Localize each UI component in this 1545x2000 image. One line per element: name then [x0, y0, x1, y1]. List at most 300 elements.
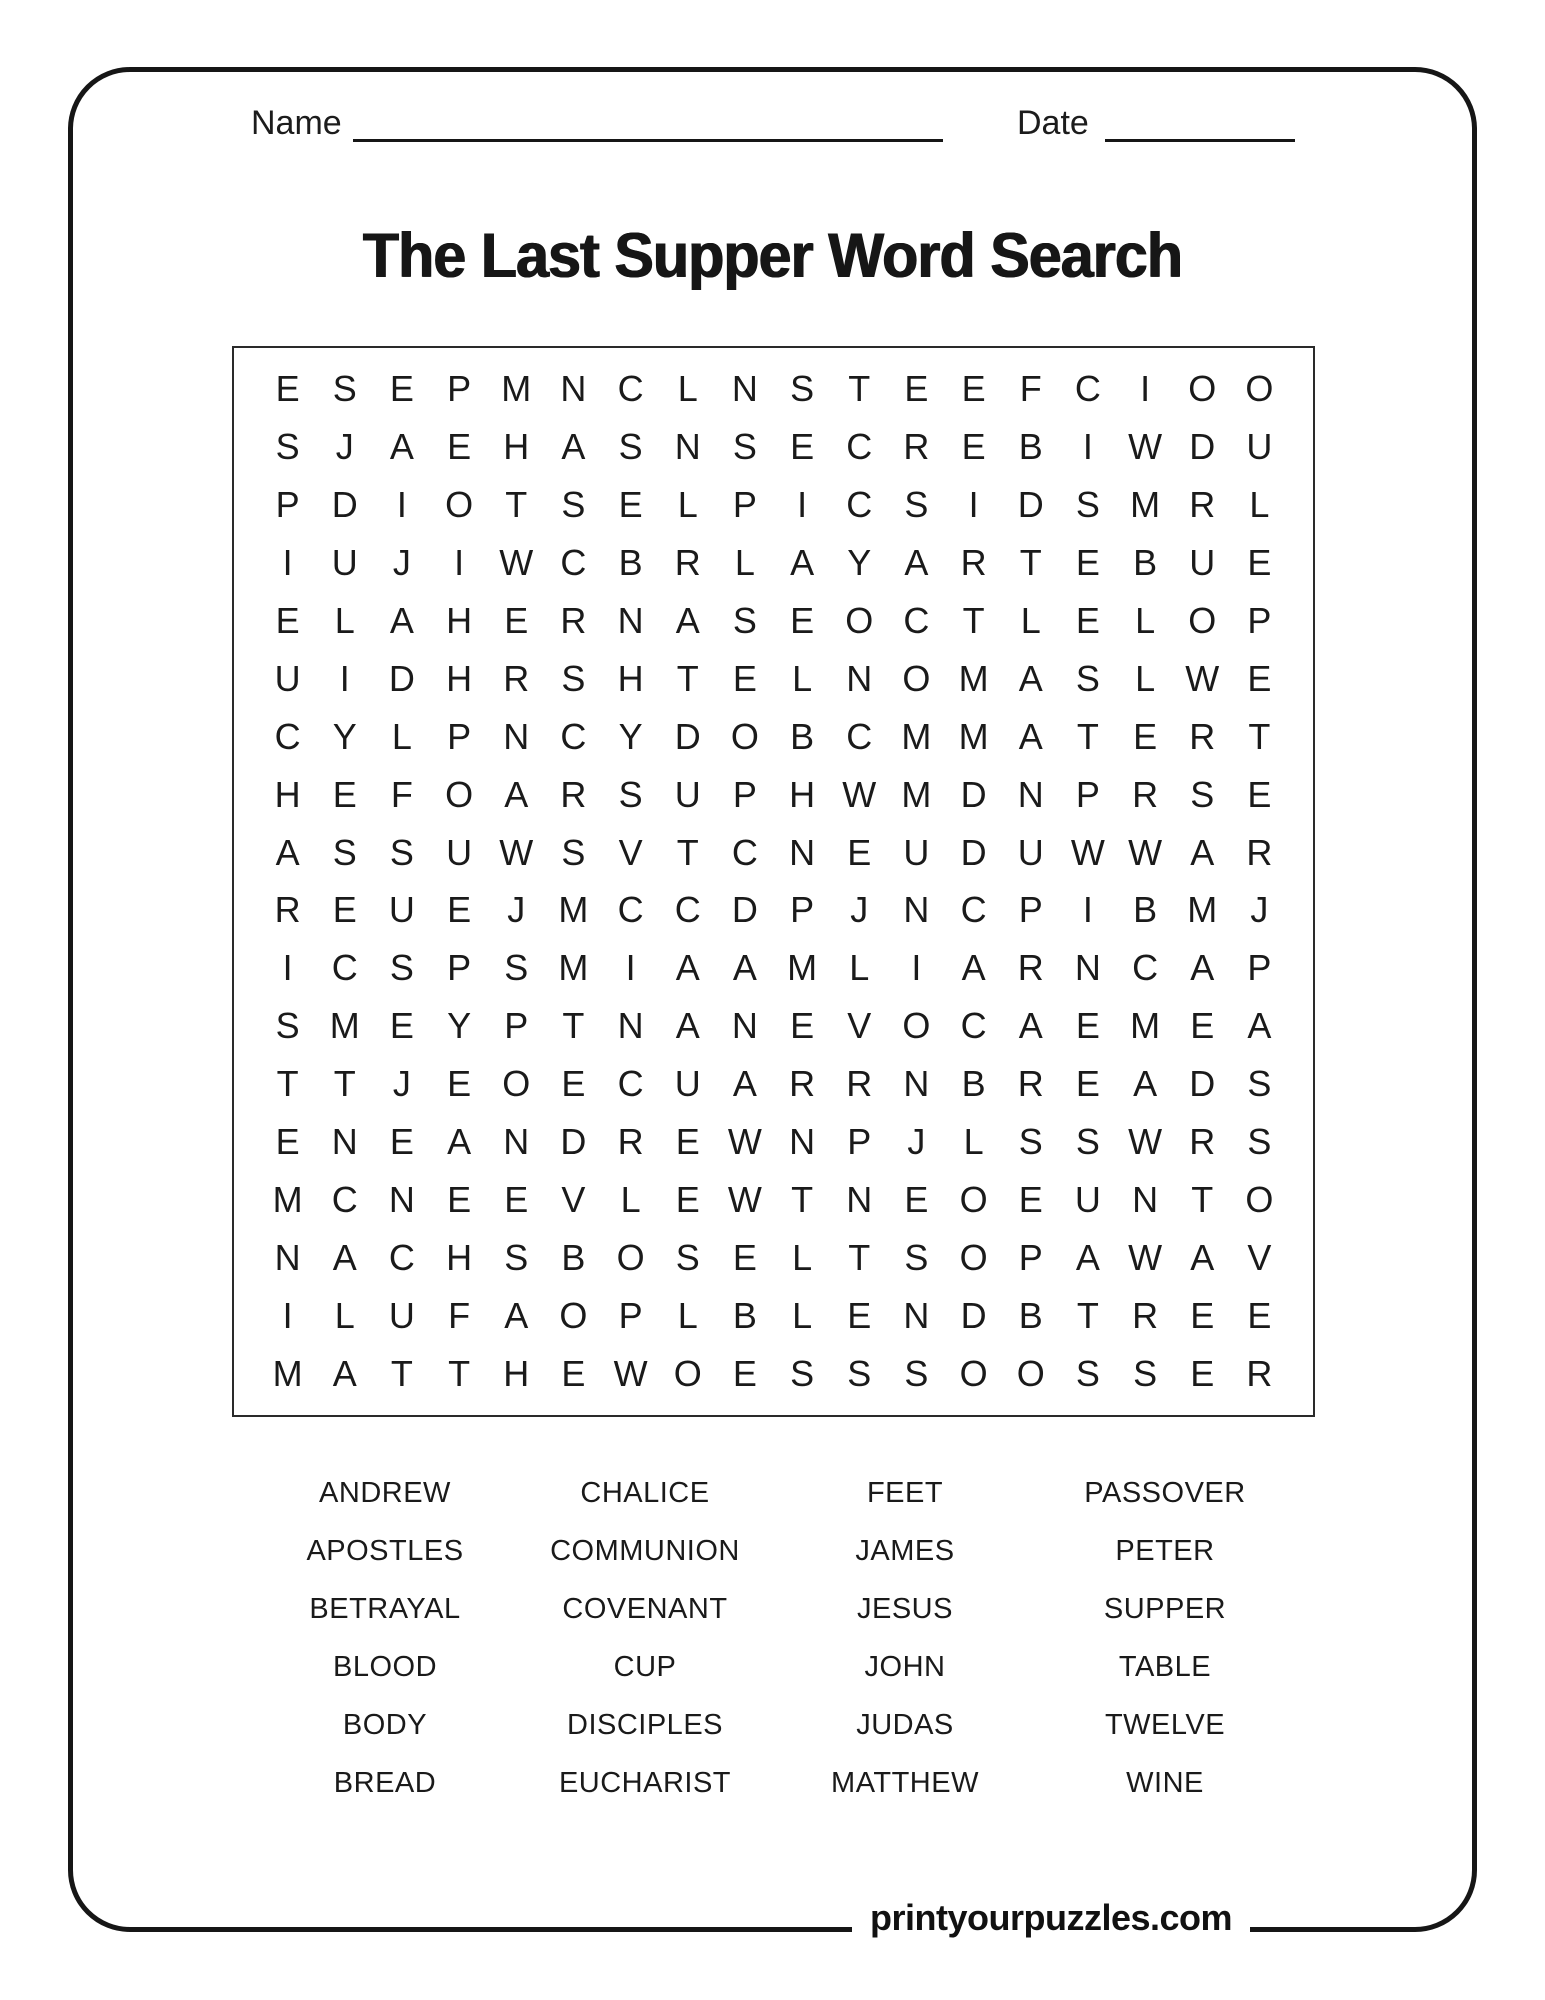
grid-letter-r1c10[interactable]: S — [790, 367, 815, 409]
grid-letter-r9c8[interactable]: T — [676, 831, 699, 873]
grid-letter-r4c14[interactable]: T — [1019, 541, 1042, 583]
grid-letter-r3c5[interactable]: T — [505, 483, 528, 525]
grid-letter-r3c12[interactable]: S — [904, 483, 929, 525]
name-blank-line[interactable] — [353, 112, 943, 142]
grid-letter-r7c7[interactable]: Y — [618, 715, 643, 757]
grid-letter-r12c6[interactable]: T — [562, 1005, 585, 1047]
grid-letter-r8c13[interactable]: D — [960, 773, 987, 815]
grid-letter-r17c15[interactable]: T — [1076, 1295, 1099, 1337]
grid-letter-r5c11[interactable]: O — [845, 599, 874, 641]
grid-letter-r15c7[interactable]: L — [620, 1179, 641, 1221]
grid-letter-r13c16[interactable]: A — [1133, 1063, 1158, 1105]
grid-letter-r8c1[interactable]: H — [274, 773, 301, 815]
grid-letter-r7c17[interactable]: R — [1189, 715, 1216, 757]
grid-letter-r18c12[interactable]: S — [904, 1353, 929, 1395]
grid-letter-r2c5[interactable]: H — [503, 425, 530, 467]
grid-letter-r12c2[interactable]: M — [329, 1005, 360, 1047]
grid-letter-r6c11[interactable]: N — [846, 657, 873, 699]
grid-letter-r7c14[interactable]: A — [1018, 715, 1043, 757]
grid-letter-r17c9[interactable]: B — [732, 1295, 757, 1337]
grid-letter-r12c17[interactable]: E — [1190, 1005, 1215, 1047]
grid-letter-r7c8[interactable]: D — [674, 715, 701, 757]
grid-letter-r10c13[interactable]: C — [960, 889, 987, 931]
grid-letter-r7c1[interactable]: C — [274, 715, 301, 757]
grid-letter-r12c5[interactable]: P — [504, 1005, 529, 1047]
grid-letter-r15c2[interactable]: C — [331, 1179, 358, 1221]
grid-letter-r13c14[interactable]: R — [1017, 1063, 1044, 1105]
grid-letter-r14c4[interactable]: A — [447, 1121, 472, 1163]
grid-letter-r4c10[interactable]: A — [790, 541, 815, 583]
grid-letter-r9c18[interactable]: R — [1246, 831, 1273, 873]
grid-letter-r17c17[interactable]: E — [1190, 1295, 1215, 1337]
grid-letter-r11c14[interactable]: R — [1017, 947, 1044, 989]
grid-letter-r8c10[interactable]: H — [789, 773, 816, 815]
grid-letter-r5c12[interactable]: C — [903, 599, 930, 641]
grid-letter-r2c13[interactable]: E — [961, 425, 986, 467]
grid-letter-r13c13[interactable]: B — [961, 1063, 986, 1105]
grid-letter-r8c16[interactable]: R — [1132, 773, 1159, 815]
grid-letter-r1c1[interactable]: E — [275, 367, 300, 409]
grid-letter-r6c1[interactable]: U — [274, 657, 301, 699]
grid-letter-r11c12[interactable]: I — [911, 947, 922, 989]
grid-letter-r2c11[interactable]: C — [846, 425, 873, 467]
grid-letter-r3c7[interactable]: E — [618, 483, 643, 525]
grid-letter-r4c1[interactable]: I — [282, 541, 293, 583]
grid-letter-r15c14[interactable]: E — [1018, 1179, 1043, 1221]
grid-letter-r18c3[interactable]: T — [390, 1353, 413, 1395]
grid-letter-r13c1[interactable]: T — [276, 1063, 299, 1105]
grid-letter-r16c4[interactable]: H — [446, 1237, 473, 1279]
grid-letter-r11c7[interactable]: I — [625, 947, 636, 989]
grid-letter-r18c4[interactable]: T — [448, 1353, 471, 1395]
grid-letter-r15c3[interactable]: N — [388, 1179, 415, 1221]
grid-letter-r2c2[interactable]: J — [335, 425, 354, 467]
grid-letter-r13c6[interactable]: E — [561, 1063, 586, 1105]
grid-letter-r3c9[interactable]: P — [732, 483, 757, 525]
grid-letter-r6c13[interactable]: M — [958, 657, 989, 699]
grid-letter-r3c13[interactable]: I — [968, 483, 979, 525]
grid-letter-r6c2[interactable]: I — [339, 657, 350, 699]
grid-letter-r12c11[interactable]: V — [847, 1005, 872, 1047]
grid-letter-r1c6[interactable]: N — [560, 367, 587, 409]
grid-letter-r18c7[interactable]: W — [613, 1353, 648, 1395]
grid-letter-r7c3[interactable]: L — [391, 715, 412, 757]
grid-letter-r9c13[interactable]: D — [960, 831, 987, 873]
grid-letter-r7c6[interactable]: C — [560, 715, 587, 757]
grid-letter-r16c12[interactable]: S — [904, 1237, 929, 1279]
grid-letter-r1c7[interactable]: C — [617, 367, 644, 409]
grid-letter-r11c18[interactable]: P — [1247, 947, 1272, 989]
grid-letter-r17c7[interactable]: P — [618, 1295, 643, 1337]
grid-letter-r15c13[interactable]: O — [959, 1179, 988, 1221]
grid-letter-r10c16[interactable]: B — [1133, 889, 1158, 931]
grid-letter-r10c17[interactable]: M — [1187, 889, 1218, 931]
grid-letter-r9c3[interactable]: S — [389, 831, 414, 873]
grid-letter-r12c7[interactable]: N — [617, 1005, 644, 1047]
grid-letter-r11c13[interactable]: A — [961, 947, 986, 989]
grid-letter-r6c18[interactable]: E — [1247, 657, 1272, 699]
grid-letter-r15c18[interactable]: O — [1245, 1179, 1274, 1221]
grid-letter-r9c2[interactable]: S — [332, 831, 357, 873]
grid-letter-r11c8[interactable]: A — [675, 947, 700, 989]
grid-letter-r3c15[interactable]: S — [1075, 483, 1100, 525]
grid-letter-r15c11[interactable]: N — [846, 1179, 873, 1221]
grid-letter-r4c7[interactable]: B — [618, 541, 643, 583]
grid-letter-r11c1[interactable]: I — [282, 947, 293, 989]
grid-letter-r10c6[interactable]: M — [558, 889, 589, 931]
grid-letter-r10c8[interactable]: C — [674, 889, 701, 931]
grid-letter-r8c9[interactable]: P — [732, 773, 757, 815]
grid-letter-r13c7[interactable]: C — [617, 1063, 644, 1105]
grid-letter-r12c9[interactable]: N — [731, 1005, 758, 1047]
grid-letter-r16c2[interactable]: A — [332, 1237, 357, 1279]
grid-letter-r12c16[interactable]: M — [1130, 1005, 1161, 1047]
grid-letter-r17c13[interactable]: D — [960, 1295, 987, 1337]
grid-letter-r15c6[interactable]: V — [561, 1179, 586, 1221]
grid-letter-r18c13[interactable]: O — [959, 1353, 988, 1395]
grid-letter-r5c5[interactable]: E — [504, 599, 529, 641]
grid-letter-r17c4[interactable]: F — [448, 1295, 471, 1337]
grid-letter-r5c6[interactable]: R — [560, 599, 587, 641]
grid-letter-r4c3[interactable]: J — [392, 541, 411, 583]
grid-letter-r10c15[interactable]: I — [1082, 889, 1093, 931]
grid-letter-r16c6[interactable]: B — [561, 1237, 586, 1279]
grid-letter-r1c3[interactable]: E — [389, 367, 414, 409]
grid-letter-r13c11[interactable]: R — [846, 1063, 873, 1105]
grid-letter-r8c17[interactable]: S — [1190, 773, 1215, 815]
grid-letter-r15c1[interactable]: M — [272, 1179, 303, 1221]
grid-letter-r16c8[interactable]: S — [675, 1237, 700, 1279]
grid-letter-r3c14[interactable]: D — [1017, 483, 1044, 525]
grid-letter-r3c8[interactable]: L — [677, 483, 698, 525]
grid-letter-r6c7[interactable]: H — [617, 657, 644, 699]
grid-letter-r1c13[interactable]: E — [961, 367, 986, 409]
grid-letter-r14c17[interactable]: R — [1189, 1121, 1216, 1163]
grid-letter-r16c15[interactable]: A — [1075, 1237, 1100, 1279]
grid-letter-r13c17[interactable]: D — [1189, 1063, 1216, 1105]
grid-letter-r5c10[interactable]: E — [790, 599, 815, 641]
grid-letter-r14c15[interactable]: S — [1075, 1121, 1100, 1163]
grid-letter-r16c10[interactable]: L — [792, 1237, 813, 1279]
grid-letter-r4c9[interactable]: L — [734, 541, 755, 583]
grid-letter-r18c14[interactable]: O — [1016, 1353, 1045, 1395]
grid-letter-r9c17[interactable]: A — [1190, 831, 1215, 873]
grid-letter-r4c13[interactable]: R — [960, 541, 987, 583]
grid-letter-r6c3[interactable]: D — [388, 657, 415, 699]
grid-letter-r9c4[interactable]: U — [446, 831, 473, 873]
grid-letter-r1c16[interactable]: I — [1140, 367, 1151, 409]
grid-letter-r13c10[interactable]: R — [789, 1063, 816, 1105]
grid-letter-r14c16[interactable]: W — [1128, 1121, 1163, 1163]
grid-letter-r1c17[interactable]: O — [1188, 367, 1217, 409]
grid-letter-r8c7[interactable]: S — [618, 773, 643, 815]
grid-letter-r12c14[interactable]: A — [1018, 1005, 1043, 1047]
grid-letter-r18c5[interactable]: H — [503, 1353, 530, 1395]
grid-letter-r4c15[interactable]: E — [1075, 541, 1100, 583]
grid-letter-r1c2[interactable]: S — [332, 367, 357, 409]
grid-letter-r17c10[interactable]: L — [792, 1295, 813, 1337]
grid-letter-r3c10[interactable]: I — [797, 483, 808, 525]
grid-letter-r7c11[interactable]: C — [846, 715, 873, 757]
grid-letter-r1c8[interactable]: L — [677, 367, 698, 409]
grid-letter-r5c8[interactable]: A — [675, 599, 700, 641]
grid-letter-r11c15[interactable]: N — [1074, 947, 1101, 989]
grid-letter-r16c17[interactable]: A — [1190, 1237, 1215, 1279]
grid-letter-r9c7[interactable]: V — [618, 831, 643, 873]
grid-letter-r14c7[interactable]: R — [617, 1121, 644, 1163]
grid-letter-r7c9[interactable]: O — [730, 715, 759, 757]
grid-letter-r10c5[interactable]: J — [507, 889, 526, 931]
grid-letter-r11c6[interactable]: M — [558, 947, 589, 989]
grid-letter-r16c7[interactable]: O — [616, 1237, 645, 1279]
grid-letter-r16c5[interactable]: S — [504, 1237, 529, 1279]
grid-letter-r5c16[interactable]: L — [1135, 599, 1156, 641]
grid-letter-r6c17[interactable]: W — [1185, 657, 1220, 699]
grid-letter-r13c9[interactable]: A — [732, 1063, 757, 1105]
grid-letter-r17c5[interactable]: A — [504, 1295, 529, 1337]
grid-letter-r1c18[interactable]: O — [1245, 367, 1274, 409]
grid-letter-r8c12[interactable]: M — [901, 773, 932, 815]
grid-letter-r12c12[interactable]: O — [902, 1005, 931, 1047]
grid-letter-r7c18[interactable]: T — [1248, 715, 1271, 757]
grid-letter-r14c6[interactable]: D — [560, 1121, 587, 1163]
date-blank-line[interactable] — [1105, 112, 1295, 142]
grid-letter-r18c10[interactable]: S — [790, 1353, 815, 1395]
grid-letter-r2c8[interactable]: N — [674, 425, 701, 467]
grid-letter-r9c10[interactable]: N — [789, 831, 816, 873]
grid-letter-r5c13[interactable]: T — [962, 599, 985, 641]
grid-letter-r5c4[interactable]: H — [446, 599, 473, 641]
grid-letter-r4c12[interactable]: A — [904, 541, 929, 583]
grid-letter-r3c2[interactable]: D — [331, 483, 358, 525]
grid-letter-r13c4[interactable]: E — [447, 1063, 472, 1105]
grid-letter-r9c14[interactable]: U — [1017, 831, 1044, 873]
grid-letter-r17c12[interactable]: N — [903, 1295, 930, 1337]
grid-letter-r3c1[interactable]: P — [275, 483, 300, 525]
grid-letter-r6c10[interactable]: L — [792, 657, 813, 699]
grid-letter-r11c4[interactable]: P — [447, 947, 472, 989]
grid-letter-r1c4[interactable]: P — [447, 367, 472, 409]
grid-letter-r12c13[interactable]: C — [960, 1005, 987, 1047]
grid-letter-r1c5[interactable]: M — [501, 367, 532, 409]
grid-letter-r16c16[interactable]: W — [1128, 1237, 1163, 1279]
grid-letter-r4c5[interactable]: W — [499, 541, 534, 583]
grid-letter-r18c9[interactable]: E — [732, 1353, 757, 1395]
grid-letter-r13c3[interactable]: J — [392, 1063, 411, 1105]
grid-letter-r7c5[interactable]: N — [503, 715, 530, 757]
grid-letter-r6c15[interactable]: S — [1075, 657, 1100, 699]
grid-letter-r17c14[interactable]: B — [1018, 1295, 1043, 1337]
grid-letter-r14c18[interactable]: S — [1247, 1121, 1272, 1163]
grid-letter-r1c14[interactable]: F — [1019, 367, 1042, 409]
grid-letter-r17c6[interactable]: O — [559, 1295, 588, 1337]
grid-letter-r8c14[interactable]: N — [1017, 773, 1044, 815]
grid-letter-r17c18[interactable]: E — [1247, 1295, 1272, 1337]
grid-letter-r18c15[interactable]: S — [1075, 1353, 1100, 1395]
grid-letter-r10c12[interactable]: N — [903, 889, 930, 931]
grid-letter-r15c5[interactable]: E — [504, 1179, 529, 1221]
grid-letter-r11c3[interactable]: S — [389, 947, 414, 989]
grid-letter-r17c16[interactable]: R — [1132, 1295, 1159, 1337]
grid-letter-r17c11[interactable]: E — [847, 1295, 872, 1337]
grid-letter-r9c1[interactable]: A — [275, 831, 300, 873]
grid-letter-r9c11[interactable]: E — [847, 831, 872, 873]
grid-letter-r1c15[interactable]: C — [1074, 367, 1101, 409]
grid-letter-r5c18[interactable]: P — [1247, 599, 1272, 641]
grid-letter-r14c5[interactable]: N — [503, 1121, 530, 1163]
grid-letter-r16c14[interactable]: P — [1018, 1237, 1043, 1279]
grid-letter-r8c15[interactable]: P — [1075, 773, 1100, 815]
grid-letter-r8c11[interactable]: W — [842, 773, 877, 815]
grid-letter-r7c4[interactable]: P — [447, 715, 472, 757]
grid-letter-r9c5[interactable]: W — [499, 831, 534, 873]
grid-letter-r13c2[interactable]: T — [333, 1063, 356, 1105]
grid-letter-r18c6[interactable]: E — [561, 1353, 586, 1395]
grid-letter-r5c17[interactable]: O — [1188, 599, 1217, 641]
grid-letter-r13c8[interactable]: U — [674, 1063, 701, 1105]
grid-letter-r7c12[interactable]: M — [901, 715, 932, 757]
grid-letter-r7c10[interactable]: B — [790, 715, 815, 757]
grid-letter-r11c2[interactable]: C — [331, 947, 358, 989]
grid-letter-r16c18[interactable]: V — [1247, 1237, 1272, 1279]
grid-letter-r12c1[interactable]: S — [275, 1005, 300, 1047]
grid-letter-r4c8[interactable]: R — [674, 541, 701, 583]
grid-letter-r14c3[interactable]: E — [389, 1121, 414, 1163]
grid-letter-r2c6[interactable]: A — [561, 425, 586, 467]
grid-letter-r7c2[interactable]: Y — [332, 715, 357, 757]
grid-letter-r10c4[interactable]: E — [447, 889, 472, 931]
grid-letter-r7c15[interactable]: T — [1076, 715, 1099, 757]
grid-letter-r16c11[interactable]: T — [848, 1237, 871, 1279]
grid-letter-r11c16[interactable]: C — [1132, 947, 1159, 989]
grid-letter-r14c9[interactable]: W — [727, 1121, 762, 1163]
grid-letter-r4c2[interactable]: U — [331, 541, 358, 583]
grid-letter-r10c10[interactable]: P — [790, 889, 815, 931]
grid-letter-r9c15[interactable]: W — [1070, 831, 1105, 873]
grid-letter-r9c16[interactable]: W — [1128, 831, 1163, 873]
grid-letter-r18c1[interactable]: M — [272, 1353, 303, 1395]
grid-letter-r12c15[interactable]: E — [1075, 1005, 1100, 1047]
grid-letter-r4c18[interactable]: E — [1247, 541, 1272, 583]
grid-letter-r2c17[interactable]: D — [1189, 425, 1216, 467]
grid-letter-r2c9[interactable]: S — [732, 425, 757, 467]
grid-letter-r12c3[interactable]: E — [389, 1005, 414, 1047]
grid-letter-r11c17[interactable]: A — [1190, 947, 1215, 989]
grid-letter-r10c11[interactable]: J — [850, 889, 869, 931]
grid-letter-r8c3[interactable]: F — [390, 773, 413, 815]
grid-letter-r5c2[interactable]: L — [334, 599, 355, 641]
grid-letter-r15c12[interactable]: E — [904, 1179, 929, 1221]
grid-letter-r10c9[interactable]: D — [731, 889, 758, 931]
grid-letter-r1c9[interactable]: N — [731, 367, 758, 409]
grid-letter-r4c16[interactable]: B — [1133, 541, 1158, 583]
grid-letter-r10c3[interactable]: U — [388, 889, 415, 931]
grid-letter-r5c9[interactable]: S — [732, 599, 757, 641]
grid-letter-r4c17[interactable]: U — [1189, 541, 1216, 583]
grid-letter-r10c2[interactable]: E — [332, 889, 357, 931]
grid-letter-r18c8[interactable]: O — [673, 1353, 702, 1395]
grid-letter-r6c4[interactable]: H — [446, 657, 473, 699]
grid-letter-r2c10[interactable]: E — [790, 425, 815, 467]
grid-letter-r2c16[interactable]: W — [1128, 425, 1163, 467]
grid-letter-r10c18[interactable]: J — [1250, 889, 1269, 931]
grid-letter-r17c3[interactable]: U — [388, 1295, 415, 1337]
grid-letter-r7c13[interactable]: M — [958, 715, 989, 757]
grid-letter-r3c6[interactable]: S — [561, 483, 586, 525]
grid-letter-r16c13[interactable]: O — [959, 1237, 988, 1279]
grid-letter-r14c10[interactable]: N — [789, 1121, 816, 1163]
grid-letter-r18c11[interactable]: S — [847, 1353, 872, 1395]
grid-letter-r8c8[interactable]: U — [674, 773, 701, 815]
grid-letter-r1c12[interactable]: E — [904, 367, 929, 409]
grid-letter-r18c2[interactable]: A — [332, 1353, 357, 1395]
grid-letter-r2c4[interactable]: E — [447, 425, 472, 467]
grid-letter-r5c7[interactable]: N — [617, 599, 644, 641]
grid-letter-r18c18[interactable]: R — [1246, 1353, 1273, 1395]
grid-letter-r9c9[interactable]: C — [731, 831, 758, 873]
grid-letter-r15c10[interactable]: T — [791, 1179, 814, 1221]
grid-letter-r6c16[interactable]: L — [1135, 657, 1156, 699]
grid-letter-r18c16[interactable]: S — [1133, 1353, 1158, 1395]
grid-letter-r16c9[interactable]: E — [732, 1237, 757, 1279]
grid-letter-r15c17[interactable]: T — [1191, 1179, 1214, 1221]
grid-letter-r14c14[interactable]: S — [1018, 1121, 1043, 1163]
grid-letter-r8c5[interactable]: A — [504, 773, 529, 815]
grid-letter-r2c15[interactable]: I — [1082, 425, 1093, 467]
grid-letter-r14c8[interactable]: E — [675, 1121, 700, 1163]
grid-letter-r12c18[interactable]: A — [1247, 1005, 1272, 1047]
grid-letter-r6c5[interactable]: R — [503, 657, 530, 699]
grid-letter-r8c18[interactable]: E — [1247, 773, 1272, 815]
grid-letter-r9c6[interactable]: S — [561, 831, 586, 873]
grid-letter-r7c16[interactable]: E — [1133, 715, 1158, 757]
grid-letter-r11c9[interactable]: A — [732, 947, 757, 989]
grid-letter-r2c14[interactable]: B — [1018, 425, 1043, 467]
grid-letter-r2c7[interactable]: S — [618, 425, 643, 467]
grid-letter-r6c14[interactable]: A — [1018, 657, 1043, 699]
grid-letter-r17c1[interactable]: I — [282, 1295, 293, 1337]
grid-letter-r12c4[interactable]: Y — [447, 1005, 472, 1047]
grid-letter-r15c9[interactable]: W — [727, 1179, 762, 1221]
grid-letter-r12c10[interactable]: E — [790, 1005, 815, 1047]
grid-letter-r13c5[interactable]: O — [502, 1063, 531, 1105]
grid-letter-r6c12[interactable]: O — [902, 657, 931, 699]
grid-letter-r8c2[interactable]: E — [332, 773, 357, 815]
grid-letter-r13c18[interactable]: S — [1247, 1063, 1272, 1105]
grid-letter-r15c4[interactable]: E — [447, 1179, 472, 1221]
grid-letter-r14c12[interactable]: J — [907, 1121, 926, 1163]
grid-letter-r14c2[interactable]: N — [331, 1121, 358, 1163]
grid-letter-r5c1[interactable]: E — [275, 599, 300, 641]
grid-letter-r8c6[interactable]: R — [560, 773, 587, 815]
grid-letter-r3c4[interactable]: O — [445, 483, 474, 525]
grid-letter-r4c11[interactable]: Y — [847, 541, 872, 583]
grid-letter-r2c12[interactable]: R — [903, 425, 930, 467]
grid-letter-r6c8[interactable]: T — [676, 657, 699, 699]
grid-letter-r4c4[interactable]: I — [454, 541, 465, 583]
grid-letter-r5c14[interactable]: L — [1020, 599, 1041, 641]
grid-letter-r14c13[interactable]: L — [963, 1121, 984, 1163]
grid-letter-r14c1[interactable]: E — [275, 1121, 300, 1163]
grid-letter-r17c2[interactable]: L — [334, 1295, 355, 1337]
grid-letter-r16c3[interactable]: C — [388, 1237, 415, 1279]
grid-letter-r3c11[interactable]: C — [846, 483, 873, 525]
grid-letter-r15c8[interactable]: E — [675, 1179, 700, 1221]
grid-letter-r10c1[interactable]: R — [274, 889, 301, 931]
grid-letter-r13c15[interactable]: E — [1075, 1063, 1100, 1105]
grid-letter-r5c3[interactable]: A — [389, 599, 414, 641]
grid-letter-r10c14[interactable]: P — [1018, 889, 1043, 931]
